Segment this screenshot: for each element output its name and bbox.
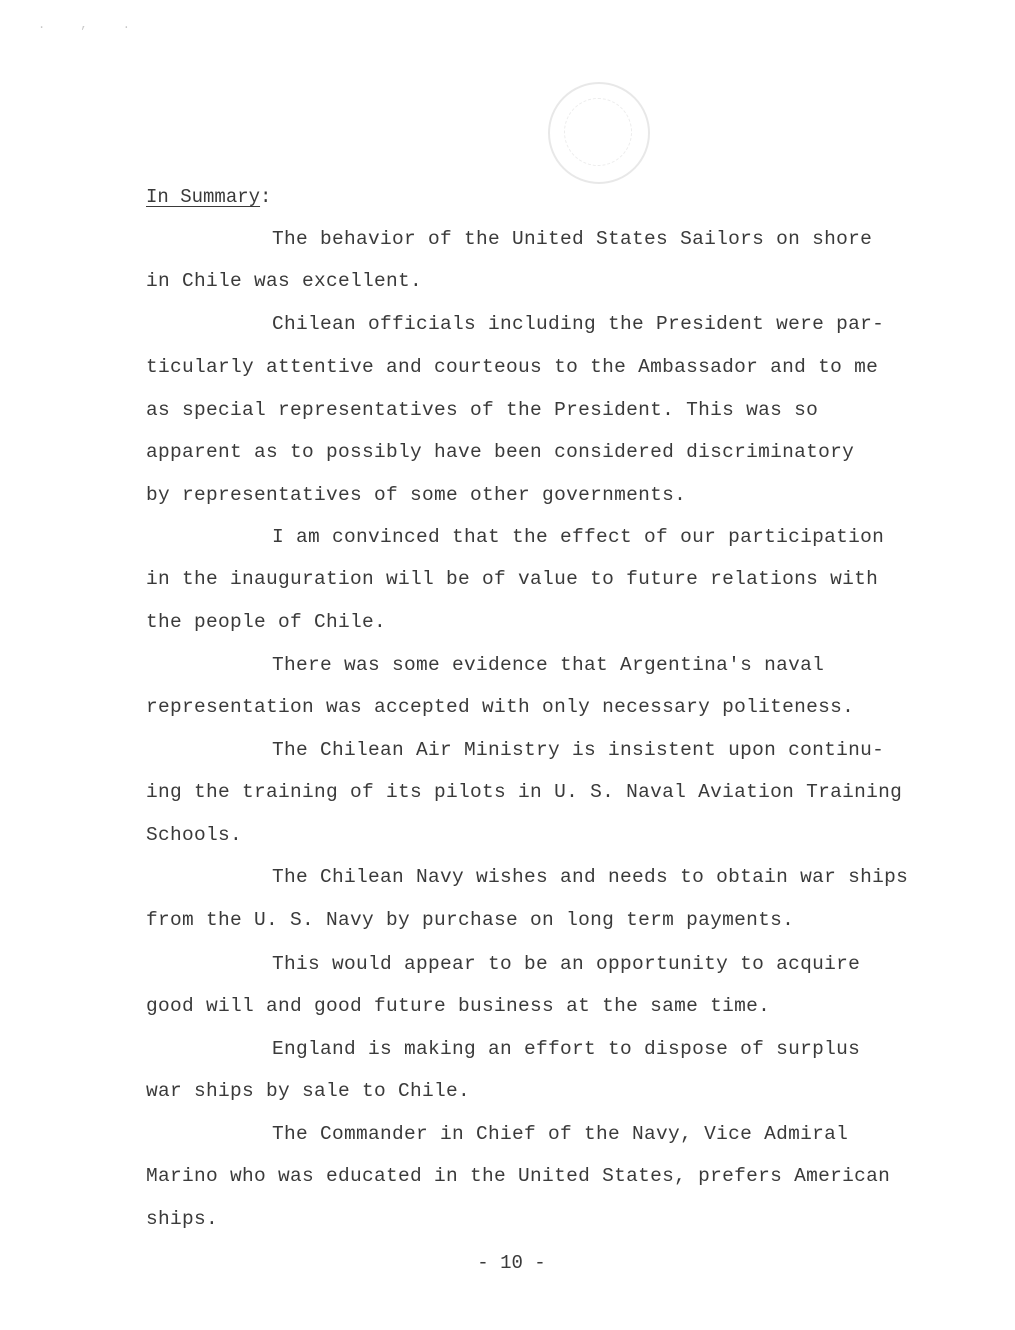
heading-colon: : [260,186,272,208]
text-line: as special representatives of the President. This was so [146,399,819,421]
text-line: Schools. [146,824,243,846]
text-line: Chilean officials including the President were par- [272,313,885,335]
text-line: representation was accepted with only necessary politeness. [146,696,855,718]
text-line: I am convinced that the effect of our participation [272,526,885,548]
page-number: - 10 - [477,1252,546,1274]
text-line: This would appear to be an opportunity to acquire [272,953,861,975]
archive-stamp [548,82,650,184]
text-line: ing the training of its pilots in U. S. Naval Aviation Training [146,781,903,803]
text-line: Marino who was educated in the United States, prefers American [146,1165,891,1187]
scan-specks: . , . [38,18,145,32]
text-line: good will and good future business at the same time. [146,995,771,1017]
text-line: England is making an effort to dispose of surplus [272,1038,861,1060]
text-line: ships. [146,1208,219,1230]
text-line: by representatives of some other governments. [146,484,687,506]
text-line: war ships by sale to Chile. [146,1080,471,1102]
text-line: The behavior of the United States Sailors on shore [272,228,873,250]
heading-label: In Summary [146,186,261,208]
text-line: ticularly attentive and courteous to the Ambassador and to me [146,356,879,378]
text-line: the people of Chile. [146,611,387,633]
text-line: apparent as to possibly have been considered discriminatory [146,441,855,463]
text-line: from the U. S. Navy by purchase on long term payments. [146,909,795,931]
text-line: The Commander in Chief of the Navy, Vice Admiral [272,1123,849,1145]
text-line: The Chilean Navy wishes and needs to obtain war ships [272,866,909,888]
text-line: There was some evidence that Argentina's naval [272,654,825,676]
text-line: in Chile was excellent. [146,270,423,292]
text-line: in the inauguration will be of value to future relations with [146,568,879,590]
text-line: The Chilean Air Ministry is insistent upon continu- [272,739,885,761]
section-heading [146,184,271,210]
